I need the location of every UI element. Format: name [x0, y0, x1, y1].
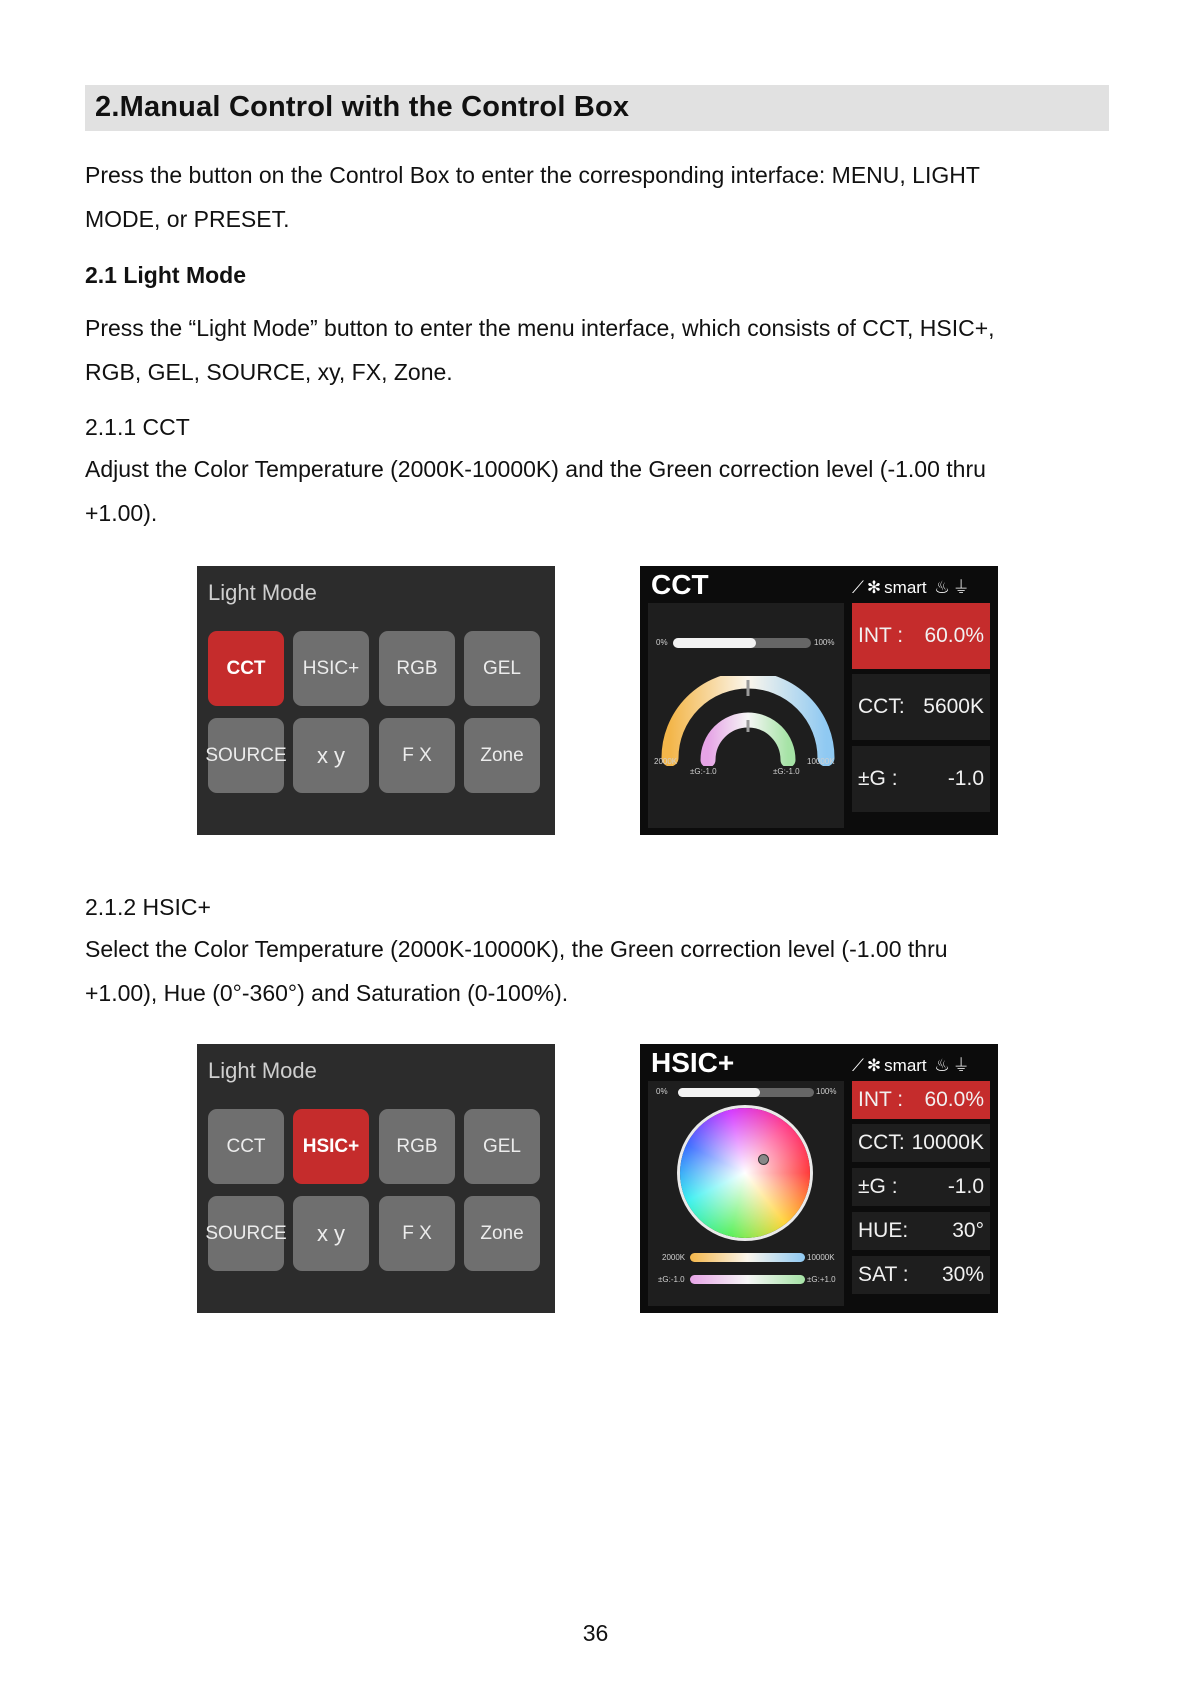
bar-min-label: 0% [656, 1087, 668, 1096]
int-label: INT : [858, 1088, 904, 1111]
hue-value: 30° [952, 1219, 984, 1242]
bar-max-label: 100% [816, 1087, 837, 1096]
fan-icon: ✻ [866, 578, 882, 597]
green-value: -1.0 [947, 1175, 984, 1198]
g-max-label: ±G:+1.0 [807, 1275, 836, 1284]
menu-button-cct[interactable]: CCT [208, 631, 284, 706]
int-value: 60.0% [924, 1088, 984, 1111]
intensity-bar-track[interactable] [673, 638, 811, 648]
cct-param[interactable] [852, 674, 990, 740]
page-number: 36 [582, 1620, 609, 1646]
int-param[interactable] [852, 1081, 990, 1119]
cct-paragraph [85, 447, 1115, 535]
cct-param[interactable] [852, 1124, 990, 1162]
menu-title: Light Mode [208, 580, 317, 605]
light-mode-paragraph [85, 306, 1115, 394]
menu-button-zone[interactable]: Zone [464, 1196, 540, 1271]
fan-icon: ✻ [866, 1056, 882, 1075]
section-title: 2.Manual Control with the Control Box [95, 91, 630, 123]
cct-screen [640, 566, 998, 835]
g-min-label: ±G:-1.0 [658, 1275, 685, 1284]
arc-min-label: 2000K [654, 757, 678, 766]
graph-icon: ⟋ [852, 1056, 864, 1075]
menu-button-rgb[interactable]: RGB [379, 631, 455, 706]
light-mode-menu-panel-2 [197, 1044, 555, 1313]
hue-label: HUE: [858, 1219, 909, 1242]
menu-button-hsic[interactable]: HSIC+ [293, 1109, 369, 1184]
cct-line-1: Adjust the Color Temperature (2000K-10000K) and the Green correction level (-1.00 thru [85, 456, 986, 482]
cct-min-label: 2000K [662, 1253, 686, 1262]
green-slider[interactable] [690, 1275, 805, 1284]
menu-button-xy[interactable]: x y [293, 718, 369, 793]
sat-label: SAT : [858, 1263, 909, 1286]
green-param[interactable] [852, 746, 990, 812]
light-mode-menu-panel-1 [197, 566, 555, 835]
cct-label: CCT: [858, 1131, 905, 1154]
hsic-heading: 2.1.2 HSIC+ [85, 894, 211, 920]
green-label: ±G : [858, 1175, 898, 1198]
light-mode-line-1: Press the “Light Mode” button to enter the menu interface, which consists of CCT, HSIC+, [85, 315, 995, 341]
menu-button-source[interactable]: SOURCE [208, 718, 284, 793]
plug-icon: ⏚ [952, 578, 970, 597]
hue-saturation-wheel[interactable] [680, 1108, 810, 1238]
screen-title: HSIC+ [651, 1047, 735, 1078]
cct-value: 10000K [911, 1131, 984, 1154]
hue-param[interactable] [852, 1212, 990, 1250]
hsic-line-1: Select the Color Temperature (2000K-10000K), the Green correction level (-1.00 thru [85, 936, 948, 962]
cct-value: 5600K [923, 695, 984, 718]
cct-max-label: 10000K [807, 1253, 835, 1262]
intensity-bar-track[interactable] [678, 1088, 814, 1097]
hsic-paragraph [85, 927, 1115, 1015]
green-value: -1.0 [947, 767, 984, 790]
cct-arc-gauge[interactable] [658, 676, 838, 766]
int-value: 60.0% [924, 624, 984, 647]
status-icons [852, 1051, 973, 1076]
menu-button-hsic[interactable]: HSIC+ [293, 631, 369, 706]
intensity-bar-fill [673, 638, 756, 648]
intro-line-1: Press the button on the Control Box to enter the corresponding interface: MENU, LIGHT [85, 162, 980, 188]
color-picker-marker[interactable] [758, 1154, 769, 1165]
g-max-label: ±G:-1.0 [773, 767, 800, 776]
arc-max-label: 10000K [807, 757, 835, 766]
cct-line-2: +1.00). [85, 500, 158, 526]
menu-button-gel[interactable]: GEL [464, 1109, 540, 1184]
intro-paragraph [85, 153, 1115, 241]
sat-value: 30% [941, 1263, 984, 1286]
green-param[interactable] [852, 1168, 990, 1206]
menu-button-source[interactable]: SOURCE [208, 1196, 284, 1271]
graph-icon: ⟋ [852, 578, 864, 597]
cct-heading: 2.1.1 CCT [85, 414, 190, 440]
smart-label: smart [884, 1056, 927, 1075]
bar-min-label: 0% [656, 638, 668, 647]
cct-label: CCT: [858, 695, 905, 718]
menu-button-gel[interactable]: GEL [464, 631, 540, 706]
smart-label: smart [884, 578, 927, 597]
lamp-icon: ♨ [934, 1056, 950, 1075]
int-param[interactable] [852, 603, 990, 669]
light-mode-line-2: RGB, GEL, SOURCE, xy, FX, Zone. [85, 359, 453, 385]
menu-button-cct[interactable]: CCT [208, 1109, 284, 1184]
menu-button-fx[interactable]: F X [379, 718, 455, 793]
menu-title: Light Mode [208, 1058, 317, 1083]
status-icons [852, 573, 973, 598]
intensity-bar-fill [678, 1088, 760, 1097]
green-label: ±G : [858, 767, 898, 790]
menu-button-fx[interactable]: F X [379, 1196, 455, 1271]
screen-title: CCT [651, 569, 709, 600]
cct-slider[interactable] [690, 1253, 805, 1262]
int-label: INT : [858, 624, 904, 647]
plug-icon: ⏚ [952, 1056, 970, 1075]
light-mode-heading: 2.1 Light Mode [85, 262, 246, 288]
intro-line-2: MODE, or PRESET. [85, 206, 290, 232]
lamp-icon: ♨ [934, 578, 950, 597]
hsic-line-2: +1.00), Hue (0°-360°) and Saturation (0-100%). [85, 980, 569, 1006]
menu-button-rgb[interactable]: RGB [379, 1109, 455, 1184]
menu-button-zone[interactable]: Zone [464, 718, 540, 793]
g-min-label: ±G:-1.0 [690, 767, 717, 776]
hsic-screen [640, 1044, 998, 1313]
bar-max-label: 100% [814, 638, 835, 647]
menu-button-xy[interactable]: x y [293, 1196, 369, 1271]
sat-param[interactable] [852, 1256, 990, 1294]
